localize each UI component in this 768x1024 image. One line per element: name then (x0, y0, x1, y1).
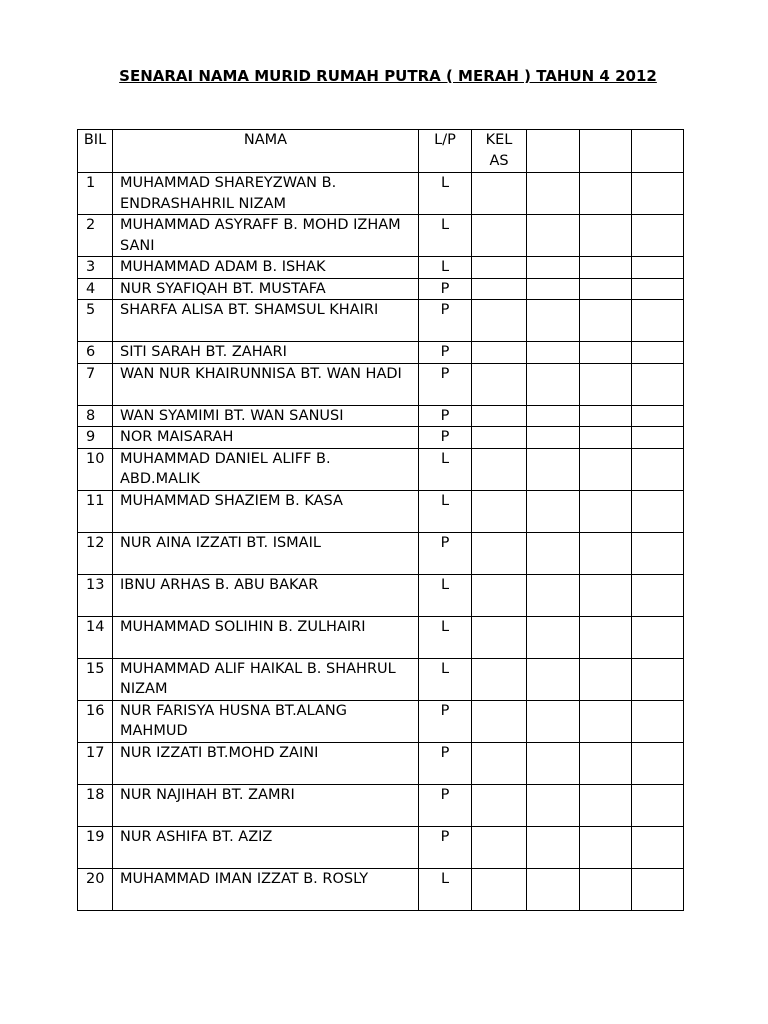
table-row (78, 300, 684, 342)
cell-bil: 3 (78, 257, 113, 279)
table-header-row (78, 130, 684, 173)
cell-kelas (472, 574, 527, 616)
cell-lp: L (419, 868, 472, 910)
cell-kelas (472, 427, 527, 449)
cell-bil: 6 (78, 342, 113, 364)
cell-blank-2 (580, 658, 632, 700)
cell-nama: NUR AINA IZZATI BT. ISMAIL (113, 532, 419, 574)
table-row (78, 658, 684, 700)
header-kelas: KEL AS (472, 130, 527, 173)
header-lp: L/P (419, 130, 472, 173)
cell-kelas (472, 490, 527, 532)
document-title: SENARAI NAMA MURID RUMAH PUTRA ( MERAH ) TAHUN 4 2012 (119, 67, 657, 85)
cell-blank-3 (632, 658, 684, 700)
cell-kelas (472, 215, 527, 257)
cell-blank-2 (580, 405, 632, 427)
cell-blank-2 (580, 363, 632, 405)
cell-bil: 7 (78, 363, 113, 405)
table-row (78, 173, 684, 215)
cell-kelas (472, 173, 527, 215)
cell-blank-2 (580, 257, 632, 279)
cell-blank-1 (527, 363, 580, 405)
cell-lp: P (419, 742, 472, 784)
cell-blank-1 (527, 405, 580, 427)
cell-nama: WAN SYAMIMI BT. WAN SANUSI (113, 405, 419, 427)
cell-lp: P (419, 342, 472, 364)
cell-lp: P (419, 427, 472, 449)
cell-lp: P (419, 826, 472, 868)
cell-blank-3 (632, 574, 684, 616)
cell-bil: 20 (78, 868, 113, 910)
cell-blank-2 (580, 448, 632, 490)
table-row (78, 448, 684, 490)
table-row (78, 257, 684, 279)
cell-blank-2 (580, 215, 632, 257)
cell-blank-3 (632, 784, 684, 826)
cell-lp: L (419, 616, 472, 658)
table-row (78, 868, 684, 910)
cell-kelas (472, 405, 527, 427)
cell-kelas (472, 257, 527, 279)
cell-bil: 16 (78, 700, 113, 742)
cell-bil: 13 (78, 574, 113, 616)
cell-bil: 17 (78, 742, 113, 784)
cell-bil: 9 (78, 427, 113, 449)
cell-blank-3 (632, 868, 684, 910)
cell-nama: WAN NUR KHAIRUNNISA BT. WAN HADI (113, 363, 419, 405)
cell-bil: 11 (78, 490, 113, 532)
cell-blank-3 (632, 427, 684, 449)
cell-blank-1 (527, 448, 580, 490)
cell-bil: 2 (78, 215, 113, 257)
cell-lp: P (419, 532, 472, 574)
cell-blank-3 (632, 342, 684, 364)
cell-bil: 10 (78, 448, 113, 490)
cell-nama: MUHAMMAD IMAN IZZAT B. ROSLY (113, 868, 419, 910)
cell-nama: NUR SYAFIQAH BT. MUSTAFA (113, 278, 419, 300)
cell-lp: L (419, 574, 472, 616)
cell-lp: P (419, 784, 472, 826)
cell-kelas (472, 826, 527, 868)
cell-nama: SITI SARAH BT. ZAHARI (113, 342, 419, 364)
cell-blank-3 (632, 300, 684, 342)
cell-blank-1 (527, 784, 580, 826)
cell-bil: 12 (78, 532, 113, 574)
table-row (78, 405, 684, 427)
cell-blank-1 (527, 173, 580, 215)
cell-kelas (472, 278, 527, 300)
cell-nama: MUHAMMAD SHAREYZWAN B. ENDRASHAHRIL NIZAM (113, 173, 419, 215)
cell-blank-2 (580, 532, 632, 574)
cell-nama: NUR IZZATI BT.MOHD ZAINI (113, 742, 419, 784)
cell-lp: L (419, 173, 472, 215)
cell-blank-2 (580, 868, 632, 910)
cell-kelas (472, 658, 527, 700)
cell-blank-3 (632, 363, 684, 405)
cell-blank-1 (527, 300, 580, 342)
header-blank-3 (632, 130, 684, 173)
cell-blank-3 (632, 700, 684, 742)
cell-blank-1 (527, 427, 580, 449)
cell-bil: 19 (78, 826, 113, 868)
student-roster-table (77, 129, 684, 911)
table-row (78, 826, 684, 868)
cell-lp: L (419, 490, 472, 532)
cell-kelas (472, 342, 527, 364)
cell-blank-2 (580, 700, 632, 742)
cell-blank-1 (527, 490, 580, 532)
cell-blank-2 (580, 784, 632, 826)
cell-kelas (472, 616, 527, 658)
cell-blank-3 (632, 278, 684, 300)
cell-bil: 5 (78, 300, 113, 342)
cell-nama: NUR NAJIHAH BT. ZAMRI (113, 784, 419, 826)
cell-kelas (472, 742, 527, 784)
cell-nama: MUHAMMAD ALIF HAIKAL B. SHAHRUL NIZAM (113, 658, 419, 700)
cell-blank-1 (527, 616, 580, 658)
cell-nama: NOR MAISARAH (113, 427, 419, 449)
cell-kelas (472, 300, 527, 342)
table-row (78, 574, 684, 616)
cell-kelas (472, 784, 527, 826)
cell-nama: MUHAMMAD SOLIHIN B. ZULHAIRI (113, 616, 419, 658)
cell-blank-2 (580, 574, 632, 616)
cell-lp: L (419, 448, 472, 490)
cell-bil: 1 (78, 173, 113, 215)
cell-nama: MUHAMMAD ASYRAFF B. MOHD IZHAM SANI (113, 215, 419, 257)
cell-blank-2 (580, 173, 632, 215)
table-row (78, 342, 684, 364)
header-nama: NAMA (113, 130, 419, 173)
cell-bil: 4 (78, 278, 113, 300)
cell-blank-1 (527, 278, 580, 300)
cell-nama: MUHAMMAD ADAM B. ISHAK (113, 257, 419, 279)
cell-nama: MUHAMMAD DANIEL ALIFF B. ABD.MALIK (113, 448, 419, 490)
table-row (78, 616, 684, 658)
cell-blank-3 (632, 490, 684, 532)
cell-blank-1 (527, 342, 580, 364)
table-row (78, 427, 684, 449)
cell-blank-1 (527, 742, 580, 784)
cell-blank-2 (580, 826, 632, 868)
table-row (78, 278, 684, 300)
cell-blank-1 (527, 574, 580, 616)
cell-blank-3 (632, 742, 684, 784)
cell-bil: 15 (78, 658, 113, 700)
table-row (78, 532, 684, 574)
cell-blank-3 (632, 257, 684, 279)
cell-blank-2 (580, 278, 632, 300)
cell-lp: P (419, 278, 472, 300)
cell-bil: 8 (78, 405, 113, 427)
cell-blank-3 (632, 532, 684, 574)
cell-blank-3 (632, 826, 684, 868)
cell-blank-1 (527, 700, 580, 742)
cell-blank-2 (580, 300, 632, 342)
cell-lp: P (419, 363, 472, 405)
cell-blank-1 (527, 215, 580, 257)
cell-lp: P (419, 300, 472, 342)
cell-blank-1 (527, 826, 580, 868)
cell-blank-3 (632, 616, 684, 658)
cell-blank-3 (632, 215, 684, 257)
cell-blank-3 (632, 448, 684, 490)
cell-blank-2 (580, 742, 632, 784)
table-row (78, 363, 684, 405)
table-row (78, 700, 684, 742)
cell-lp: P (419, 700, 472, 742)
cell-kelas (472, 448, 527, 490)
cell-kelas (472, 532, 527, 574)
cell-blank-2 (580, 490, 632, 532)
cell-bil: 18 (78, 784, 113, 826)
cell-lp: L (419, 658, 472, 700)
cell-nama: NUR ASHIFA BT. AZIZ (113, 826, 419, 868)
table-row (78, 742, 684, 784)
cell-lp: L (419, 257, 472, 279)
cell-blank-2 (580, 342, 632, 364)
cell-kelas (472, 700, 527, 742)
header-blank-1 (527, 130, 580, 173)
header-bil: BIL (78, 130, 113, 173)
table-row (78, 784, 684, 826)
cell-blank-2 (580, 427, 632, 449)
cell-nama: MUHAMMAD SHAZIEM B. KASA (113, 490, 419, 532)
cell-nama: SHARFA ALISA BT. SHAMSUL KHAIRI (113, 300, 419, 342)
cell-blank-1 (527, 257, 580, 279)
cell-nama: IBNU ARHAS B. ABU BAKAR (113, 574, 419, 616)
cell-nama: NUR FARISYA HUSNA BT.ALANG MAHMUD (113, 700, 419, 742)
cell-blank-1 (527, 658, 580, 700)
cell-blank-2 (580, 616, 632, 658)
cell-kelas (472, 868, 527, 910)
cell-kelas (472, 363, 527, 405)
table-row (78, 215, 684, 257)
cell-bil: 14 (78, 616, 113, 658)
cell-blank-1 (527, 532, 580, 574)
table-body (78, 173, 684, 911)
cell-blank-3 (632, 173, 684, 215)
cell-lp: L (419, 215, 472, 257)
cell-blank-1 (527, 868, 580, 910)
cell-lp: P (419, 405, 472, 427)
table-row (78, 490, 684, 532)
header-blank-2 (580, 130, 632, 173)
cell-blank-3 (632, 405, 684, 427)
